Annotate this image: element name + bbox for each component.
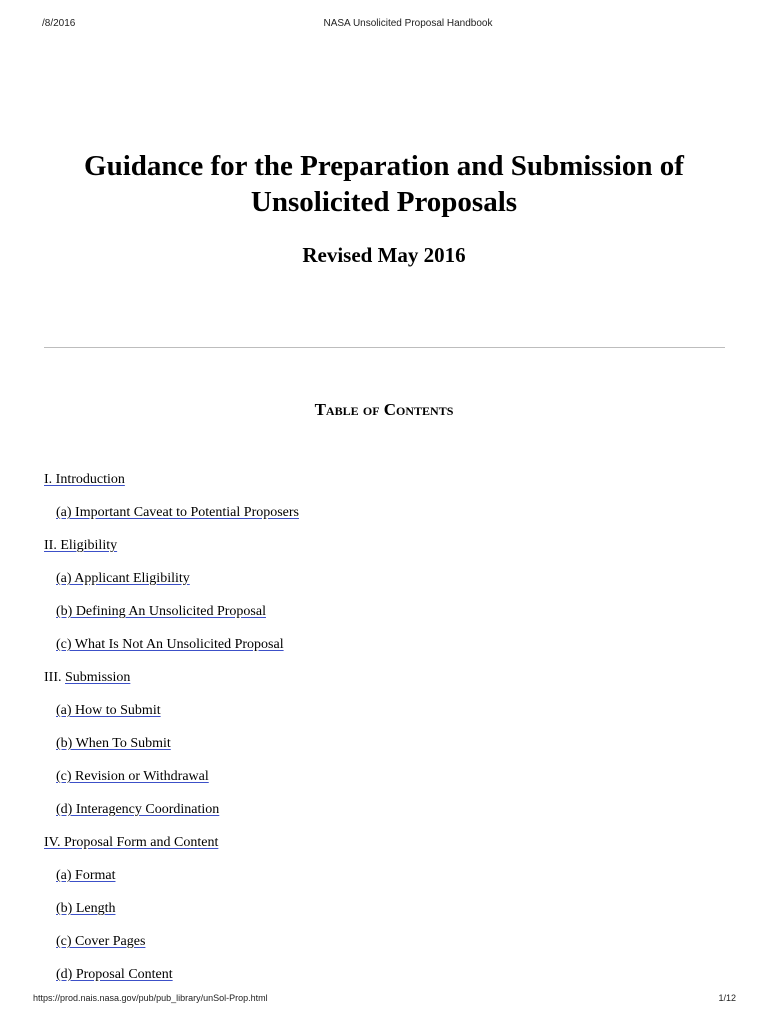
toc-link-what-is-not[interactable]: (c) What Is Not An Unsolicited Proposal bbox=[56, 637, 284, 652]
toc-heading: Table of Contents bbox=[314, 400, 454, 419]
toc-item bbox=[44, 767, 684, 800]
toc-link-format[interactable]: (a) Format bbox=[56, 868, 116, 883]
toc-link-submission[interactable]: Submission bbox=[65, 670, 131, 685]
toc-item bbox=[44, 800, 684, 833]
print-url: https://prod.nais.nasa.gov/pub/pub_library/unSol-Prop.html bbox=[33, 993, 268, 1003]
toc-item bbox=[44, 701, 684, 734]
toc-item bbox=[44, 833, 684, 866]
toc-item bbox=[44, 668, 684, 701]
toc-link-revision-withdrawal[interactable]: (c) Revision or Withdrawal bbox=[56, 769, 209, 784]
horizontal-divider bbox=[44, 347, 725, 348]
toc-link-eligibility[interactable]: II. Eligibility bbox=[44, 538, 118, 553]
page-title: Guidance for the Preparation and Submission of Unsolicited Proposals bbox=[84, 150, 684, 218]
toc-section-number: III. bbox=[44, 670, 65, 685]
print-header bbox=[0, 18, 768, 32]
revision-subtitle: Revised May 2016 bbox=[302, 243, 466, 267]
toc-link-cover-pages[interactable]: (c) Cover Pages bbox=[56, 934, 146, 949]
toc-item bbox=[44, 734, 684, 767]
toc-item bbox=[44, 635, 684, 668]
print-document-title: NASA Unsolicited Proposal Handbook bbox=[323, 18, 493, 29]
toc-link-important-caveat[interactable]: (a) Important Caveat to Potential Proposers bbox=[56, 505, 299, 520]
toc-item bbox=[44, 866, 684, 899]
toc-link-how-to-submit[interactable]: (a) How to Submit bbox=[56, 703, 161, 718]
toc-link-applicant-eligibility[interactable]: (a) Applicant Eligibility bbox=[56, 571, 190, 586]
toc-link-defining-unsolicited-proposal[interactable]: (b) Defining An Unsolicited Proposal bbox=[56, 604, 266, 619]
toc-link-when-to-submit[interactable]: (b) When To Submit bbox=[56, 736, 171, 751]
print-date: /8/2016 bbox=[42, 18, 76, 29]
toc-item bbox=[44, 503, 684, 536]
toc-item bbox=[44, 536, 684, 569]
toc-item bbox=[44, 932, 684, 965]
toc-item bbox=[44, 569, 684, 602]
toc-item bbox=[44, 899, 684, 932]
toc-link-proposal-content[interactable]: (d) Proposal Content bbox=[56, 967, 173, 982]
toc-link-interagency-coordination[interactable]: (d) Interagency Coordination bbox=[56, 802, 220, 817]
toc-link-proposal-form-content[interactable]: IV. Proposal Form and Content bbox=[44, 835, 219, 850]
table-of-contents bbox=[44, 470, 684, 998]
page-number: 1/12 bbox=[718, 993, 736, 1003]
toc-item bbox=[44, 470, 684, 503]
toc-link-introduction[interactable]: I. Introduction bbox=[44, 472, 125, 487]
toc-link-length[interactable]: (b) Length bbox=[56, 901, 116, 916]
toc-item bbox=[44, 602, 684, 635]
print-footer bbox=[0, 993, 768, 1007]
